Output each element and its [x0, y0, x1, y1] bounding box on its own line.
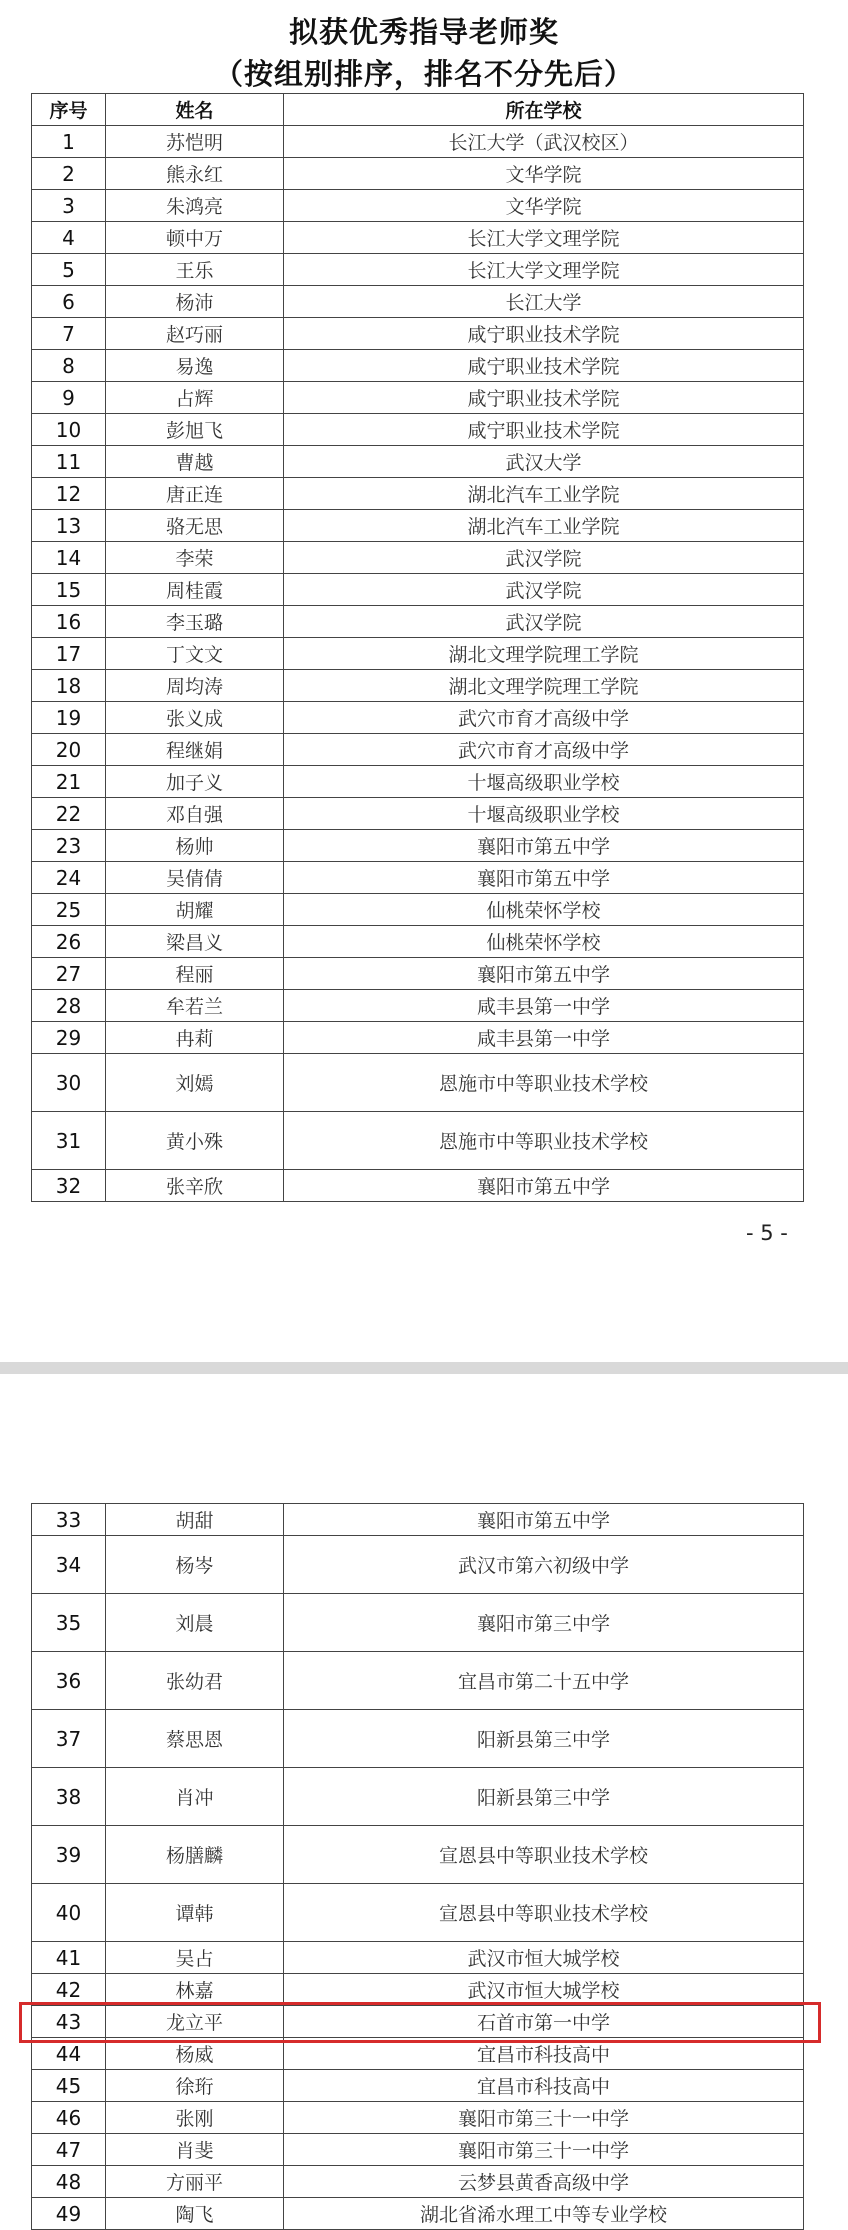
row-number: 2	[32, 158, 106, 190]
teacher-name: 杨沛	[106, 286, 284, 318]
row-number: 34	[32, 1536, 106, 1594]
row-number: 22	[32, 798, 106, 830]
school-name: 武汉大学	[284, 446, 804, 478]
teacher-name: 赵巧丽	[106, 318, 284, 350]
school-name: 宜昌市科技高中	[284, 2070, 804, 2102]
teacher-name: 龙立平	[106, 2006, 284, 2038]
table-row	[32, 1710, 804, 1768]
teacher-name: 骆无思	[106, 510, 284, 542]
table-row	[32, 734, 804, 766]
teacher-name: 易逸	[106, 350, 284, 382]
row-number: 27	[32, 958, 106, 990]
table-row	[32, 254, 804, 286]
header-name: 姓名	[106, 94, 284, 126]
table-row	[32, 126, 804, 158]
table-row	[32, 510, 804, 542]
school-name: 咸宁职业技术学院	[284, 414, 804, 446]
row-number: 47	[32, 2134, 106, 2166]
table-row	[32, 990, 804, 1022]
row-number: 8	[32, 350, 106, 382]
table-row	[32, 1536, 804, 1594]
row-number: 16	[32, 606, 106, 638]
table-row	[32, 958, 804, 990]
row-number: 49	[32, 2198, 106, 2230]
teacher-name: 曹越	[106, 446, 284, 478]
teacher-name: 胡甜	[106, 1504, 284, 1536]
row-number: 48	[32, 2166, 106, 2198]
table-row	[32, 766, 804, 798]
table-row	[32, 478, 804, 510]
school-name: 宣恩县中等职业技术学校	[284, 1826, 804, 1884]
row-number: 6	[32, 286, 106, 318]
table-row	[32, 574, 804, 606]
teacher-name: 朱鸿亮	[106, 190, 284, 222]
row-number: 30	[32, 1054, 106, 1112]
school-name: 阳新县第三中学	[284, 1768, 804, 1826]
row-number: 19	[32, 702, 106, 734]
page-subtitle: （按组别排序，排名不分先后）	[213, 57, 634, 91]
row-number: 23	[32, 830, 106, 862]
row-number: 15	[32, 574, 106, 606]
school-name: 阳新县第三中学	[284, 1710, 804, 1768]
teacher-name: 张辛欣	[106, 1170, 284, 1202]
row-number: 36	[32, 1652, 106, 1710]
school-name: 武汉市恒大城学校	[284, 1974, 804, 2006]
table-row	[32, 318, 804, 350]
teacher-name: 程丽	[106, 958, 284, 990]
table-row	[32, 2134, 804, 2166]
school-name: 咸宁职业技术学院	[284, 318, 804, 350]
row-number: 11	[32, 446, 106, 478]
school-name: 襄阳市第三十一中学	[284, 2102, 804, 2134]
teacher-name: 顿中万	[106, 222, 284, 254]
header-school: 所在学校	[284, 94, 804, 126]
teacher-name: 周均涛	[106, 670, 284, 702]
school-name: 武汉学院	[284, 542, 804, 574]
award-table-part-2	[31, 1503, 804, 2230]
table-row	[32, 1826, 804, 1884]
teacher-name: 丁文文	[106, 638, 284, 670]
table-row	[32, 2070, 804, 2102]
row-number: 32	[32, 1170, 106, 1202]
row-number: 44	[32, 2038, 106, 2070]
school-name: 武穴市育才高级中学	[284, 734, 804, 766]
teacher-name: 肖斐	[106, 2134, 284, 2166]
school-name: 长江大学	[284, 286, 804, 318]
school-name: 襄阳市第五中学	[284, 1170, 804, 1202]
table-row	[32, 2198, 804, 2230]
table-row	[32, 702, 804, 734]
teacher-name: 吴占	[106, 1942, 284, 1974]
row-number: 7	[32, 318, 106, 350]
table-row	[32, 894, 804, 926]
page-number: - 5 -	[746, 1221, 788, 1245]
school-name: 云梦县黄香高级中学	[284, 2166, 804, 2198]
row-number: 43	[32, 2006, 106, 2038]
school-name: 襄阳市第三中学	[284, 1594, 804, 1652]
school-name: 襄阳市第五中学	[284, 862, 804, 894]
table-row	[32, 2038, 804, 2070]
school-name: 十堰高级职业学校	[284, 798, 804, 830]
row-number: 25	[32, 894, 106, 926]
school-name: 恩施市中等职业技术学校	[284, 1054, 804, 1112]
school-name: 十堰高级职业学校	[284, 766, 804, 798]
table-row	[32, 382, 804, 414]
row-number: 42	[32, 1974, 106, 2006]
teacher-name: 蔡思恩	[106, 1710, 284, 1768]
row-number: 46	[32, 2102, 106, 2134]
teacher-name: 张义成	[106, 702, 284, 734]
teacher-name: 林嘉	[106, 1974, 284, 2006]
row-number: 38	[32, 1768, 106, 1826]
school-name: 襄阳市第三十一中学	[284, 2134, 804, 2166]
teacher-name: 刘晨	[106, 1594, 284, 1652]
row-number: 14	[32, 542, 106, 574]
teacher-name: 程继娟	[106, 734, 284, 766]
row-number: 20	[32, 734, 106, 766]
school-name: 长江大学文理学院	[284, 254, 804, 286]
teacher-name: 牟若兰	[106, 990, 284, 1022]
table-row	[32, 830, 804, 862]
teacher-name: 占辉	[106, 382, 284, 414]
table-row	[32, 638, 804, 670]
table-row	[32, 1112, 804, 1170]
teacher-name: 杨岑	[106, 1536, 284, 1594]
row-number: 9	[32, 382, 106, 414]
row-number: 33	[32, 1504, 106, 1536]
teacher-name: 杨帅	[106, 830, 284, 862]
row-number: 45	[32, 2070, 106, 2102]
teacher-name: 唐正连	[106, 478, 284, 510]
school-name: 襄阳市第五中学	[284, 958, 804, 990]
table-row	[32, 1594, 804, 1652]
teacher-name: 王乐	[106, 254, 284, 286]
teacher-name: 邓自强	[106, 798, 284, 830]
table-row	[32, 2006, 804, 2038]
table-row	[32, 1768, 804, 1826]
row-number: 17	[32, 638, 106, 670]
school-name: 湖北汽车工业学院	[284, 478, 804, 510]
teacher-name: 刘嫣	[106, 1054, 284, 1112]
school-name: 湖北文理学院理工学院	[284, 638, 804, 670]
page-divider	[0, 1362, 848, 1374]
row-number: 1	[32, 126, 106, 158]
teacher-name: 方丽平	[106, 2166, 284, 2198]
row-number: 24	[32, 862, 106, 894]
teacher-name: 杨膳麟	[106, 1826, 284, 1884]
table-row	[32, 190, 804, 222]
row-number: 4	[32, 222, 106, 254]
school-name: 武汉市恒大城学校	[284, 1942, 804, 1974]
row-number: 31	[32, 1112, 106, 1170]
teacher-name: 肖冲	[106, 1768, 284, 1826]
row-number: 12	[32, 478, 106, 510]
school-name: 武汉学院	[284, 606, 804, 638]
teacher-name: 李玉璐	[106, 606, 284, 638]
table-row	[32, 606, 804, 638]
table-header-row	[32, 94, 804, 126]
teacher-name: 梁昌义	[106, 926, 284, 958]
row-number: 28	[32, 990, 106, 1022]
table-row	[32, 798, 804, 830]
school-name: 文华学院	[284, 190, 804, 222]
school-name: 湖北汽车工业学院	[284, 510, 804, 542]
table-row	[32, 1974, 804, 2006]
school-name: 长江大学（武汉校区）	[284, 126, 804, 158]
school-name: 宜昌市科技高中	[284, 2038, 804, 2070]
school-name: 仙桃荣怀学校	[284, 894, 804, 926]
teacher-name: 杨威	[106, 2038, 284, 2070]
table-row	[32, 350, 804, 382]
row-number: 39	[32, 1826, 106, 1884]
teacher-name: 周桂霞	[106, 574, 284, 606]
table-row	[32, 222, 804, 254]
school-name: 咸宁职业技术学院	[284, 382, 804, 414]
school-name: 武汉市第六初级中学	[284, 1536, 804, 1594]
teacher-name: 加子义	[106, 766, 284, 798]
teacher-name: 李荣	[106, 542, 284, 574]
teacher-name: 彭旭飞	[106, 414, 284, 446]
row-number: 13	[32, 510, 106, 542]
table-row	[32, 1942, 804, 1974]
table-row	[32, 1652, 804, 1710]
row-number: 35	[32, 1594, 106, 1652]
page-title: 拟获优秀指导老师奖	[288, 15, 559, 49]
table-row	[32, 1022, 804, 1054]
table-row	[32, 286, 804, 318]
table-row	[32, 542, 804, 574]
school-name: 咸丰县第一中学	[284, 1022, 804, 1054]
school-name: 湖北省浠水理工中等专业学校	[284, 2198, 804, 2230]
teacher-name: 冉莉	[106, 1022, 284, 1054]
school-name: 文华学院	[284, 158, 804, 190]
teacher-name: 张刚	[106, 2102, 284, 2134]
header-no: 序号	[32, 94, 106, 126]
table-row	[32, 1170, 804, 1202]
teacher-name: 张幼君	[106, 1652, 284, 1710]
school-name: 恩施市中等职业技术学校	[284, 1112, 804, 1170]
row-number: 3	[32, 190, 106, 222]
table-row	[32, 862, 804, 894]
table-row	[32, 1054, 804, 1112]
teacher-name: 胡耀	[106, 894, 284, 926]
row-number: 26	[32, 926, 106, 958]
table-row	[32, 1884, 804, 1942]
teacher-name: 吴倩倩	[106, 862, 284, 894]
teacher-name: 熊永红	[106, 158, 284, 190]
school-name: 宜昌市第二十五中学	[284, 1652, 804, 1710]
teacher-name: 陶飞	[106, 2198, 284, 2230]
teacher-name: 苏恺明	[106, 126, 284, 158]
row-number: 5	[32, 254, 106, 286]
table-row	[32, 1504, 804, 1536]
table-row	[32, 446, 804, 478]
teacher-name: 谭韩	[106, 1884, 284, 1942]
school-name: 襄阳市第五中学	[284, 1504, 804, 1536]
school-name: 武汉学院	[284, 574, 804, 606]
row-number: 21	[32, 766, 106, 798]
row-number: 10	[32, 414, 106, 446]
school-name: 咸宁职业技术学院	[284, 350, 804, 382]
row-number: 18	[32, 670, 106, 702]
row-number: 29	[32, 1022, 106, 1054]
table-row	[32, 926, 804, 958]
school-name: 仙桃荣怀学校	[284, 926, 804, 958]
school-name: 武穴市育才高级中学	[284, 702, 804, 734]
table-row	[32, 670, 804, 702]
school-name: 宣恩县中等职业技术学校	[284, 1884, 804, 1942]
school-name: 长江大学文理学院	[284, 222, 804, 254]
table-row	[32, 2166, 804, 2198]
row-number: 41	[32, 1942, 106, 1974]
teacher-name: 黄小殊	[106, 1112, 284, 1170]
school-name: 石首市第一中学	[284, 2006, 804, 2038]
row-number: 40	[32, 1884, 106, 1942]
table-row	[32, 414, 804, 446]
table-row	[32, 158, 804, 190]
school-name: 咸丰县第一中学	[284, 990, 804, 1022]
award-table-part-1	[31, 93, 804, 1202]
row-number: 37	[32, 1710, 106, 1768]
school-name: 襄阳市第五中学	[284, 830, 804, 862]
table-row	[32, 2102, 804, 2134]
school-name: 湖北文理学院理工学院	[284, 670, 804, 702]
teacher-name: 徐珩	[106, 2070, 284, 2102]
